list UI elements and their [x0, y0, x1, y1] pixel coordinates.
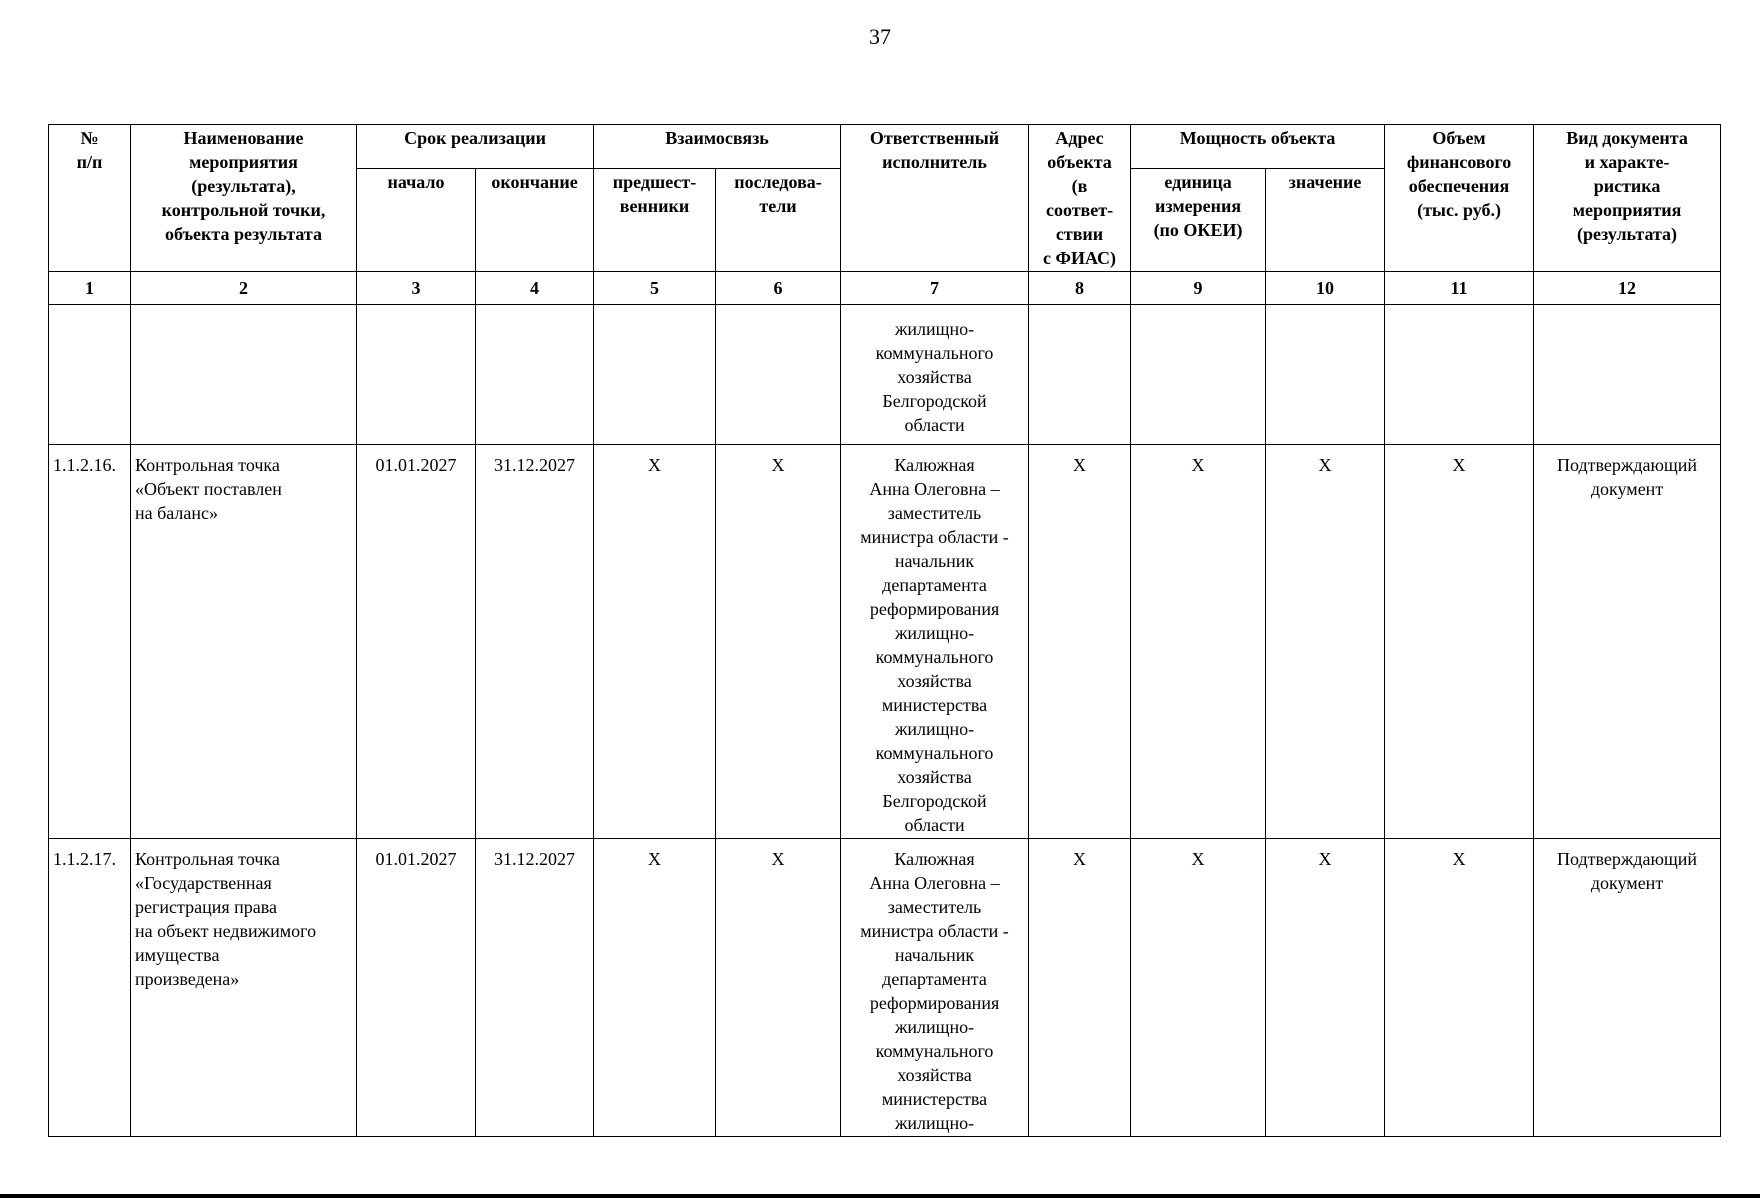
column-number: 4	[476, 272, 594, 305]
cell-doc: Подтверждающий документ	[1534, 445, 1721, 839]
cell-start	[357, 305, 476, 445]
cell-value	[1266, 305, 1385, 445]
cell-start: 01.01.2027	[357, 445, 476, 839]
column-number: 10	[1266, 272, 1385, 305]
cell-num: 1.1.2.17.	[49, 839, 131, 1137]
cell-responsible: Калюжная Анна Олеговна – заместитель министра области - начальник департамента реформирования жилищно- коммунального хозяйства министерства жилищно- коммунального хозяйства Белгородской области	[841, 445, 1029, 839]
cell-value: X	[1266, 445, 1385, 839]
header-link: Взаимосвязь	[594, 125, 841, 169]
header-capacity-unit: единица измерения (по ОКЕИ)	[1131, 169, 1266, 272]
cell-unit: X	[1131, 445, 1266, 839]
cell-unit	[1131, 305, 1266, 445]
table-row	[49, 445, 1721, 839]
cell-end	[476, 305, 594, 445]
cell-address: X	[1029, 839, 1131, 1137]
header-finance: Объем финансового обеспечения (тыс. руб.)	[1385, 125, 1534, 272]
cell-end: 31.12.2027	[476, 445, 594, 839]
cell-unit: X	[1131, 839, 1266, 1137]
header-address: Адрес объекта (в соответ- ствии с ФИАС)	[1029, 125, 1131, 272]
table-row	[49, 839, 1721, 1137]
cell-address	[1029, 305, 1131, 445]
header-name: Наименование мероприятия (результата), контрольной точки, объекта результата	[131, 125, 357, 272]
header-term: Срок реализации	[357, 125, 594, 169]
cell-start: 01.01.2027	[357, 839, 476, 1137]
column-number: 5	[594, 272, 716, 305]
header-link-next: последова- тели	[716, 169, 841, 272]
cell-num	[49, 305, 131, 445]
column-number: 7	[841, 272, 1029, 305]
page-bottom-rule	[0, 1194, 1760, 1198]
cell-responsible: жилищно- коммунального хозяйства Белгородской области	[841, 305, 1029, 445]
cell-doc	[1534, 305, 1721, 445]
cell-responsible: Калюжная Анна Олеговна – заместитель министра области - начальник департамента реформирования жилищно- коммунального хозяйства министерства жилищно-	[841, 839, 1029, 1137]
column-number: 2	[131, 272, 357, 305]
cell-address: X	[1029, 445, 1131, 839]
cell-prev: X	[594, 445, 716, 839]
header-term-end: окончание	[476, 169, 594, 272]
cell-next: X	[716, 839, 841, 1137]
header-responsible: Ответственный исполнитель	[841, 125, 1029, 272]
cell-name	[131, 305, 357, 445]
cell-prev	[594, 305, 716, 445]
header-link-prev: предшест- венники	[594, 169, 716, 272]
header-capacity: Мощность объекта	[1131, 125, 1385, 169]
cell-name: Контрольная точка «Государственная регистрация права на объект недвижимого имущества произведена»	[131, 839, 357, 1137]
column-number: 6	[716, 272, 841, 305]
header-doc-type: Вид документа и характе- ристика мероприятия (результата)	[1534, 125, 1721, 272]
column-number-row	[49, 272, 1721, 305]
cell-doc: Подтверждающий документ	[1534, 839, 1721, 1137]
cell-next: X	[716, 445, 841, 839]
cell-finance: X	[1385, 445, 1534, 839]
page-number: 37	[869, 24, 891, 49]
cell-num: 1.1.2.16.	[49, 445, 131, 839]
column-number: 3	[357, 272, 476, 305]
cell-finance	[1385, 305, 1534, 445]
column-number: 9	[1131, 272, 1266, 305]
plan-table	[48, 124, 1721, 1137]
cell-next	[716, 305, 841, 445]
cell-finance: X	[1385, 839, 1534, 1137]
column-number: 11	[1385, 272, 1534, 305]
column-number: 1	[49, 272, 131, 305]
cell-prev: X	[594, 839, 716, 1137]
column-number: 8	[1029, 272, 1131, 305]
header-term-start: начало	[357, 169, 476, 272]
header-num: № п/п	[49, 125, 131, 272]
cell-value: X	[1266, 839, 1385, 1137]
column-number: 12	[1534, 272, 1721, 305]
table-row	[49, 305, 1721, 445]
cell-name: Контрольная точка «Объект поставлен на баланс»	[131, 445, 357, 839]
cell-end: 31.12.2027	[476, 839, 594, 1137]
header-capacity-value: значение	[1266, 169, 1385, 272]
